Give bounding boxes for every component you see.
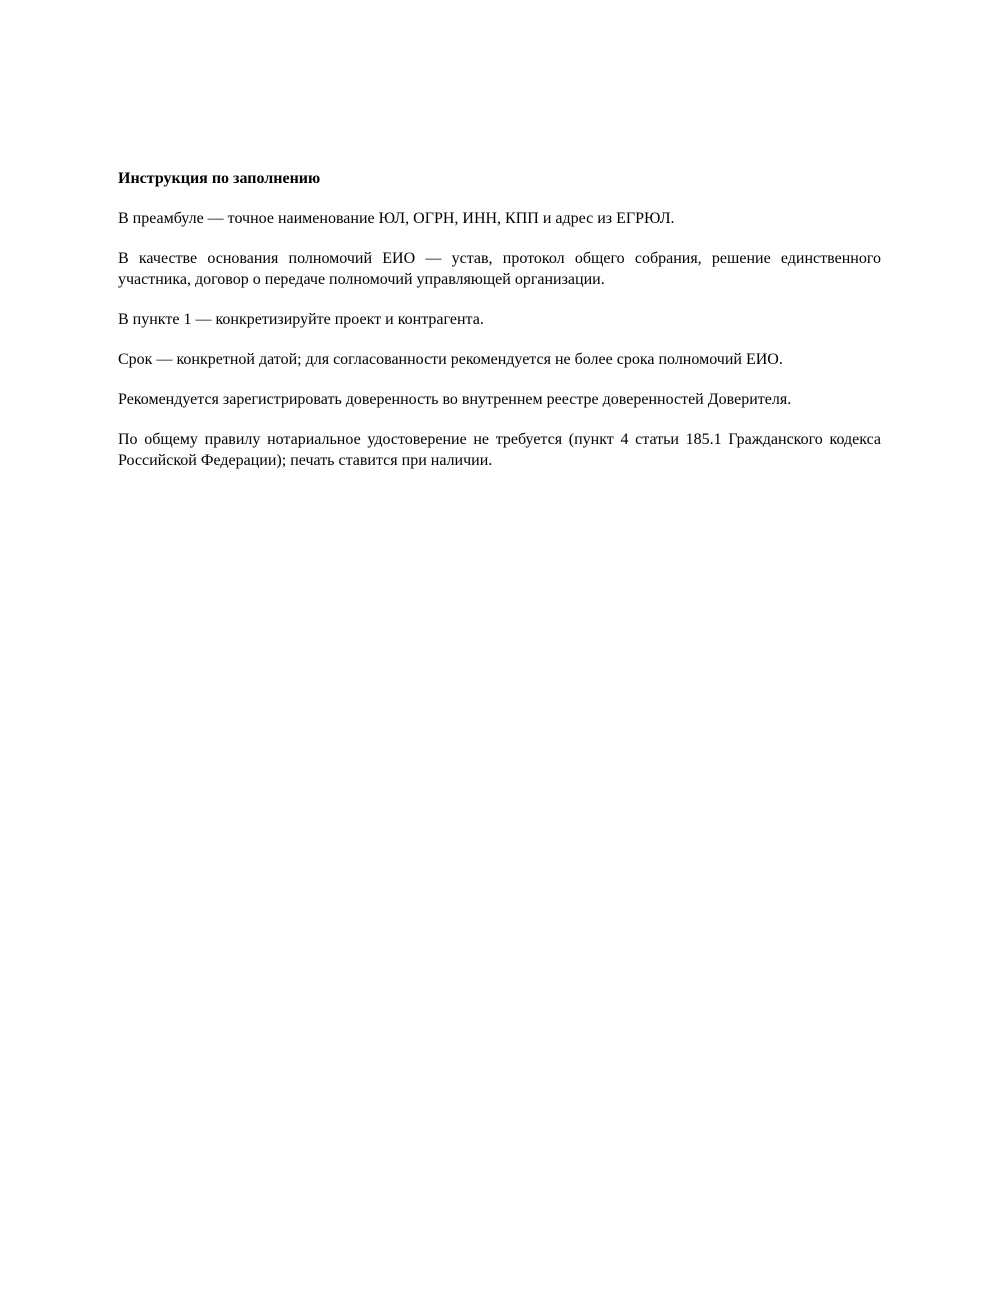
paragraph-notarization: По общему правилу нотариальное удостоверение не требуется (пункт 4 статьи 185.1 Гражданского кодекса Российской Федерации); печать ставится при наличии. [118, 431, 881, 469]
paragraph-authority-basis: В качестве основания полномочий ЕИО — устав, протокол общего собрания, решение единственного участника, договор о передаче полномочий управляющей организации. [118, 250, 881, 288]
document-body [118, 168, 881, 471]
paragraph-registry: Рекомендуется зарегистрировать доверенность во внутреннем реестре доверенностей Доверителя. [118, 391, 792, 408]
paragraph-preamble: В преамбуле — точное наименование ЮЛ, ОГРН, ИНН, КПП и адрес из ЕГРЮЛ. [118, 210, 675, 227]
document-title: Инструкция по заполнению [118, 170, 321, 187]
paragraph-item-1: В пункте 1 — конкретизируйте проект и контрагента. [118, 311, 484, 328]
paragraph-term: Срок — конкретной датой; для согласованности рекомендуется не более срока полномочий ЕИО. [118, 351, 783, 368]
